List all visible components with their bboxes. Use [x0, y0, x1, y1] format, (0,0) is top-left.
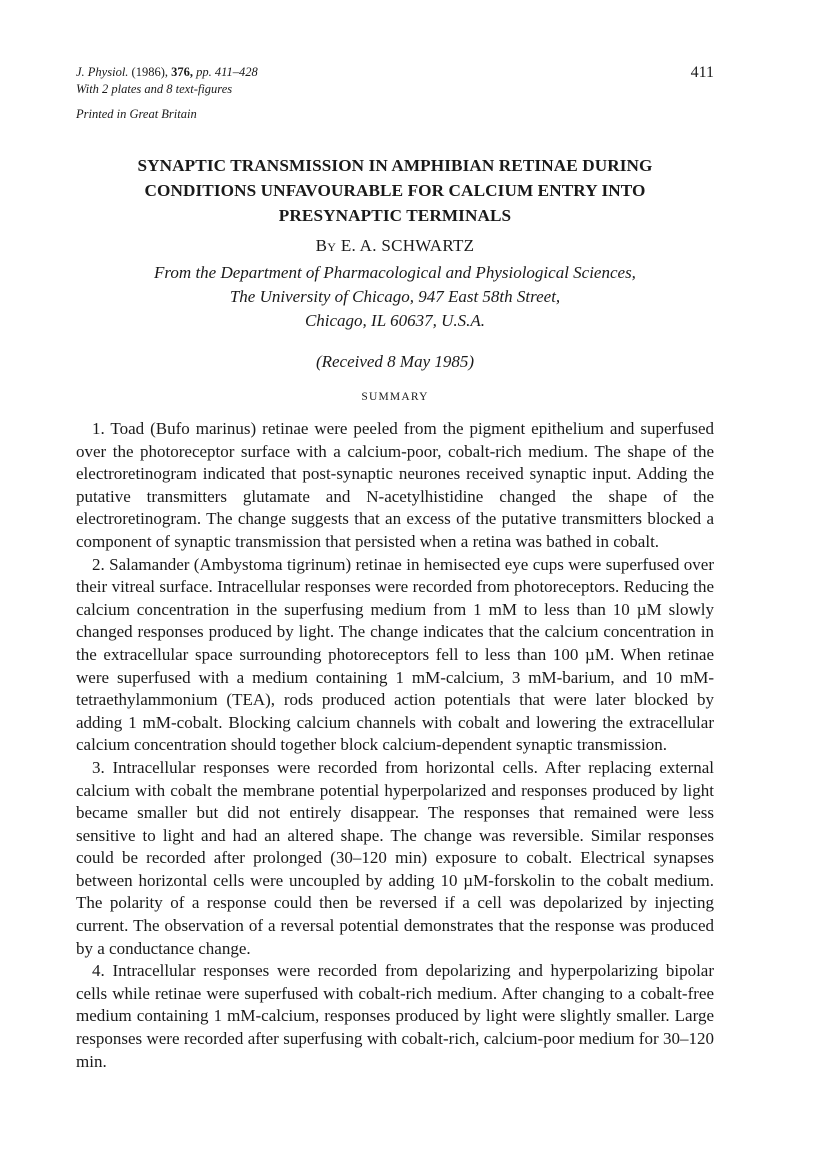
journal-year: (1986), — [131, 65, 168, 79]
byline — [76, 234, 714, 258]
summary-paragraph-3: 3. Intracellular responses were recorded from horizontal cells. After replacing external calcium with cobalt the membrane potential hyperpolarized and responses produced by light became smaller but did not entirely disappear. The responses that remained were less sensitive to light and had an altered shape. The change was reversible. Similar responses could be recorded after prolonged (30–120 min) exposure to cobalt. Electrical synapses between horizontal cells were uncoupled by adding 10 µM-forskolin to the cobalt medium. The polarity of a response could then be reversed if a cell was depolarized by injecting current. The observation of a reversal potential demonstrates that the response was produced by a conductance change. — [76, 757, 714, 958]
page-number: 411 — [690, 64, 714, 81]
summary-heading: SUMMARY — [361, 391, 429, 403]
journal-name: J. Physiol. — [76, 65, 129, 79]
affiliation-line-2: The University of Chicago, 947 East 58th Street, — [229, 287, 561, 306]
author-name: E. A. SCHWARTZ — [340, 236, 475, 255]
byline-prefix: By — [315, 236, 337, 255]
printed-note: Printed in Great Britain — [76, 107, 197, 121]
article-title — [76, 153, 714, 228]
figures-note: With 2 plates and 8 text-figures — [76, 82, 233, 96]
citation-header — [76, 64, 714, 98]
affiliation-line-3: Chicago, IL 60637, U.S.A. — [304, 311, 486, 330]
summary-paragraph-1: 1. Toad (Bufo marinus) retinae were peeled from the pigment epithelium and superfused over the photoreceptor surface with a calcium-poor, cobalt-rich medium. The shape of the electroretinogram indicated that post-synaptic neurones received synaptic input. Adding the putative transmitters glutamate and N-acetylhistidine changed the shape of the electroretinogram. The change suggests that an excess of the putative transmitters blocked a component of synaptic transmission that persisted when a retina was bathed in cobalt. — [76, 419, 714, 551]
affiliation — [76, 261, 714, 333]
journal-volume: 376, — [171, 65, 193, 79]
summary-paragraph-4: 4. Intracellular responses were recorded from depolarizing and hyperpolarizing bipolar cells while retinae were superfused with cobalt-rich medium. After changing to a cobalt-free medium containing 1 mM-calcium, responses produced by light were slightly smaller. Large responses were recorded after superfusing with cobalt-rich, calcium-poor medium for 30–120 min. — [76, 961, 714, 1071]
summary-paragraph-2: 2. Salamander (Ambystoma tigrinum) retinae in hemisected eye cups were superfused over their vitreal surface. Intracellular responses were recorded from photoreceptors. Reducing the calcium concentration in the superfusing medium from 1 mM to less than 10 µM slowly changed responses produced by light. The change indicates that the calcium concentration in the extracellular space surrounding photoreceptors fell to less than 100 µM. When retinae were superfused with a medium containing 1 mM-calcium, 3 mM-barium, and 10 mM-tetraethylammonium (TEA), rods produced action potentials that were later blocked by adding 1 mM-cobalt. Blocking calcium channels with cobalt and lowering the extracellular calcium concentration should together block calcium-dependent synaptic transmission. — [76, 554, 714, 755]
journal-pages: pp. 411–428 — [196, 65, 258, 79]
affiliation-line-1: From the Department of Pharmacological and Physiological Sciences, — [154, 263, 636, 282]
received-date: (Received 8 May 1985) — [315, 352, 475, 371]
title-line-3: PRESYNAPTIC TERMINALS — [278, 206, 512, 225]
title-line-2: CONDITIONS UNFAVOURABLE FOR CALCIUM ENTRY INTO — [144, 181, 646, 200]
title-line-1: SYNAPTIC TRANSMISSION IN AMPHIBIAN RETINAE DURING — [137, 156, 653, 175]
journal-page — [76, 64, 714, 1073]
summary-body — [76, 418, 714, 1073]
citation-line — [76, 64, 714, 81]
